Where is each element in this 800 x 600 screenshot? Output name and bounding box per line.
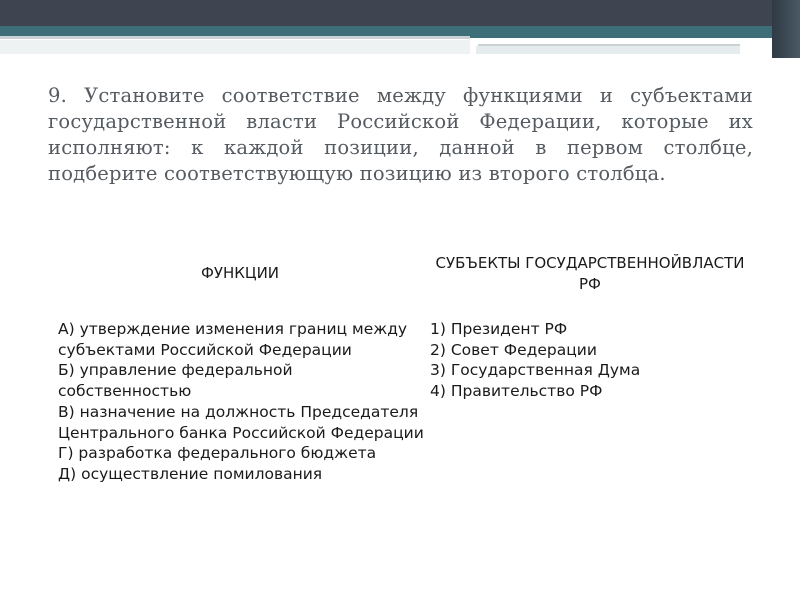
header-corner-accent [772,0,800,58]
subjects-list [430,319,730,402]
function-item-e: Д) осуществление помилования [58,464,323,483]
function-item-a: А) утверждение изменения границ между субъектами Российской Федерации [58,320,408,359]
header-light-shade-left [0,40,470,54]
subjects-column-header: СУБЪЕКТЫ ГОСУДАРСТВЕННОЙВЛАСТИ РФ [435,254,745,293]
function-item-d: Г) разработка федерального бюджета [58,444,377,463]
subject-item-3: 3) Государственная Дума [430,361,641,380]
function-item-b: Б) управление федеральной собственностью [58,361,293,401]
header-divider-right [478,44,740,46]
header-dark-band [0,0,800,26]
subject-item-2: 2) Совет Федерации [430,340,597,359]
header-divider-left [0,36,470,39]
function-item-c: В) назначение на должность Председателя Центрального банка Российской Федерации [58,402,424,442]
header-light-shade-right [476,46,740,54]
question-text: 9. Установите соответствие между функциями и субъектами государственной власти Российской Федерации, которые их исполняют: к каждой позиции, данной в первом столбце, подберите соответствующую позицию из второго столбца. [48,84,753,185]
subject-item-1: 1) Президент РФ [430,320,568,338]
functions-list [58,319,428,485]
subject-item-4: 4) Правительство РФ [430,382,603,401]
functions-column-header: ФУНКЦИИ [200,264,280,282]
